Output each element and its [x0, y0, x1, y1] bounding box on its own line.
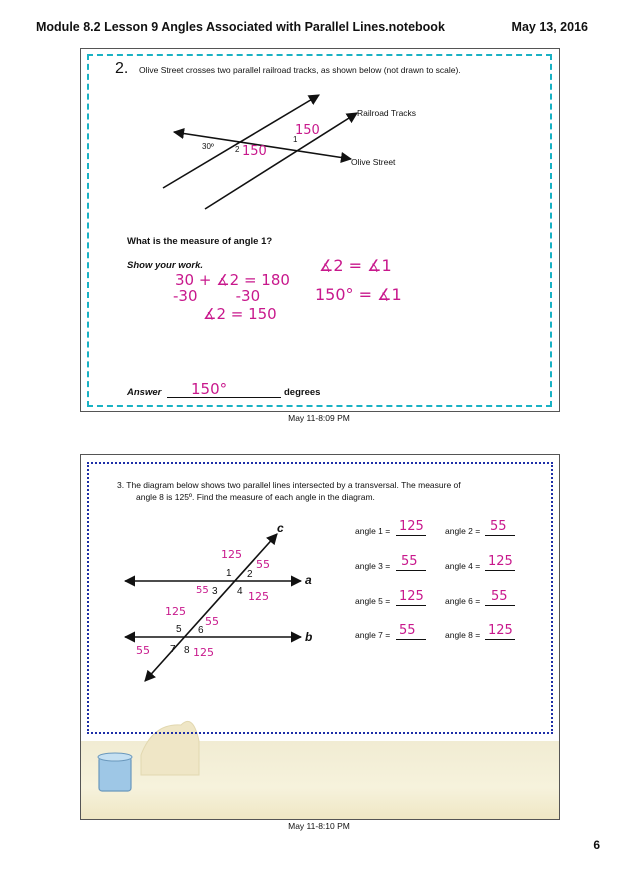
answer-value: 150° [191, 380, 228, 398]
answer-angle-1-value: 125 [399, 519, 424, 534]
answer-angle-4-value: 125 [488, 554, 513, 569]
notebook-date: May 13, 2016 [511, 20, 588, 34]
line-c-label: c [277, 521, 284, 535]
line-a-label: a [305, 573, 312, 587]
line-b-label: b [305, 630, 313, 644]
problem-number: 2. [115, 60, 129, 77]
show-work-label: Show your work. [127, 260, 204, 271]
answer-label: Answer [127, 387, 162, 398]
answer-angle-2-value: 55 [490, 519, 507, 534]
hw-angle-1: 125 [221, 548, 242, 561]
hw-angle-8: 125 [193, 646, 214, 659]
slide-problem-3 [80, 454, 560, 820]
angle-8-label: 8 [184, 645, 190, 656]
answer-angle-5-value: 125 [399, 589, 424, 604]
answer-angle-4-label: angle 4 = [445, 561, 481, 571]
answer-angle-7-blank [396, 639, 426, 640]
angle-1-label: 1 [226, 568, 232, 579]
work-line-3: ∡2 = 150 [203, 305, 277, 323]
hw-angle-2: 55 [256, 558, 270, 571]
answer-angle-2-blank [485, 535, 515, 536]
slide-1-timestamp: May 11-8:09 PM [288, 413, 350, 423]
railroad-tracks-label: Railroad Tracks [357, 108, 417, 118]
answer-angle-7-value: 55 [399, 623, 416, 638]
page-number: 6 [593, 838, 600, 852]
hw-angle-5: 125 [165, 605, 186, 618]
answer-angle-4-blank [485, 570, 515, 571]
problem-prompt-line-1: 3. The diagram below shows two parallel lines intersected by a transversal. The measure of [117, 480, 461, 490]
handwritten-angle-2: 150 [242, 144, 267, 159]
angle-4-label: 4 [237, 586, 243, 597]
angle-1-label: 1 [293, 135, 298, 144]
answer-angle-2-label: angle 2 = [445, 526, 481, 536]
hw-angle-4: 125 [248, 590, 269, 603]
answer-angle-6-label: angle 6 = [445, 596, 481, 606]
hw-angle-3: 55 [196, 585, 209, 596]
olive-street-label: Olive Street [351, 157, 396, 167]
hw-angle-7: 55 [136, 644, 150, 657]
work-right-2: 150° = ∡1 [315, 285, 402, 304]
answer-unit: degrees [284, 387, 321, 398]
hw-angle-6: 55 [205, 615, 219, 628]
problem-prompt: Olive Street crosses two parallel railroad tracks, as shown below (not drawn to scale). [139, 65, 461, 75]
handwritten-angle-1: 150 [295, 123, 320, 138]
answer-angle-8-label: angle 8 = [445, 630, 481, 640]
answer-angle-3-value: 55 [401, 554, 418, 569]
work-line-2: -30 -30 [173, 287, 261, 305]
angle-5-label: 5 [176, 624, 182, 635]
given-angle-label: 30º [202, 142, 214, 151]
angle-6-label: 6 [198, 625, 204, 636]
answer-angle-3-label: angle 3 = [355, 561, 391, 571]
problem-prompt-line-2: angle 8 is 125º. Find the measure of each angle in the diagram. [136, 492, 375, 502]
work-line-1: 30 + ∡2 = 180 [175, 271, 290, 289]
angle-3-label: 3 [212, 586, 218, 597]
answer-angle-5-blank [396, 605, 426, 606]
answer-angle-1-label: angle 1 = [355, 526, 391, 536]
answer-angle-1-blank [396, 535, 426, 536]
railroad-diagram [81, 49, 559, 411]
work-right-1: ∡2 = ∡1 [319, 256, 392, 275]
question-text: What is the measure of angle 1? [127, 236, 273, 247]
answer-angle-5-label: angle 5 = [355, 596, 391, 606]
angle-2-label: 2 [247, 569, 253, 580]
notebook-title: Module 8.2 Lesson 9 Angles Associated with Parallel Lines.notebook [36, 20, 445, 34]
answer-angle-6-blank [485, 605, 515, 606]
answer-angle-8-value: 125 [488, 623, 513, 638]
answer-angle-8-blank [485, 639, 515, 640]
railroad-track-lower [205, 113, 357, 209]
answer-angle-6-value: 55 [491, 589, 508, 604]
angle-2-label: 2 [235, 145, 240, 154]
slide-problem-2 [80, 48, 560, 412]
answer-angle-3-blank [396, 570, 426, 571]
angle-7-label: 7 [170, 644, 176, 655]
answer-angle-7-label: angle 7 = [355, 630, 391, 640]
slide-2-timestamp: May 11-8:10 PM [288, 821, 350, 831]
